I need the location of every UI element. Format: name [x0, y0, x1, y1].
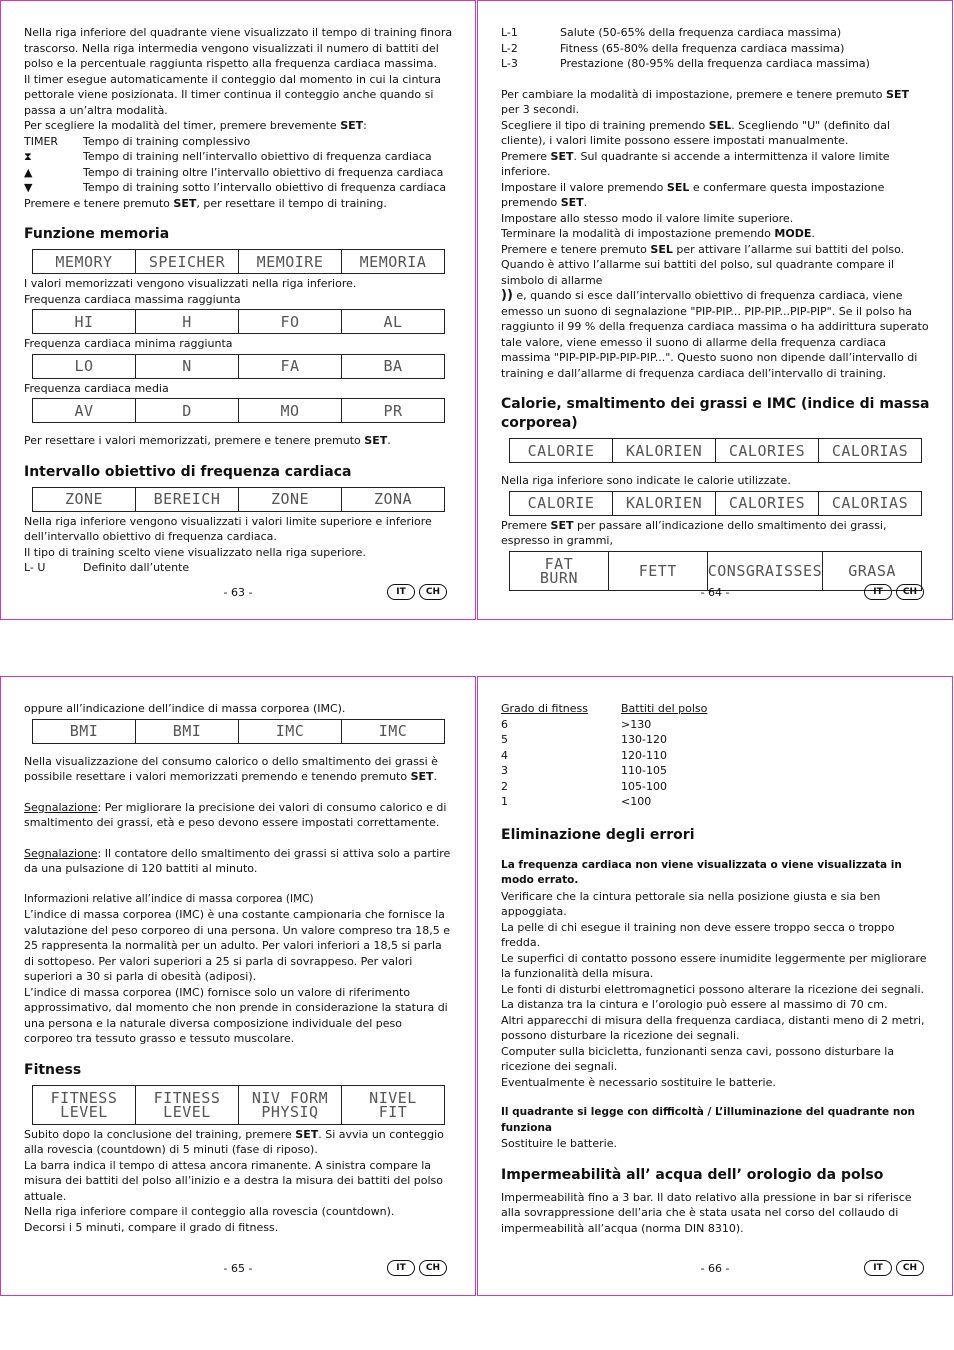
error-line: Computer sulla bicicletta, funzionanti senza cavi, possono disturbare la ricezione dei segnali. — [501, 1044, 895, 1073]
display-cell: CALORIE — [527, 441, 595, 460]
intro-paragraph: Il timer esegue automaticamente il conteggio dal momento in cui la cintura pettorale viene posizionata. Il timer continua il conteggio anche quando si passa a un’altra modalità. — [24, 72, 441, 117]
hi-display-table — [32, 309, 445, 334]
reset-text: Premere e tenere premuto SET, per resettare il tempo di training. — [24, 196, 387, 210]
language-badges — [864, 584, 924, 600]
display-cell: KALORIEN — [612, 492, 715, 515]
error-line: Altri apparecchi di misura della frequenza cardiaca, distanti meno di 2 metri, possono disturbare la ricezione dei segnali. — [501, 1013, 925, 1042]
imc-text: L’indice di massa corporea (IMC) fornisce solo un valore di riferimento approssimativo, dal momento che non prende in considerazione la statura di una persona e la naturale diversa composizione individuale del peso corporeo tra tessuto grasso e tessuto muscolare. — [24, 985, 448, 1045]
ch-badge: CH — [896, 1260, 924, 1276]
memory-reset-text: Per resettare i valori memorizzati, premere e tenere premuto SET. — [24, 434, 391, 447]
water-heading: Impermeabilità all’ acqua dell’ orologio da polso — [501, 1166, 884, 1183]
intro-paragraph: Nella riga inferiore del quadrante viene visualizzato il tempo di training finora trascorso. Nella riga intermedia vengono visualizzati il numero di battiti del polso e la percentuale raggiunta rispetto alla frequenza cardiaca massima. — [24, 26, 453, 70]
it-badge: IT — [864, 584, 892, 600]
water-text: Impermeabilità fino a 3 bar. Il dato relativo alla pressione in bar si riferisce alla sovrappressione dell’aria che è stata usata nel corso del collaudo di impermeabilità all’acqua (norma DIN 8310). — [501, 1190, 912, 1235]
instruction-text: Terminare la modalità di impostazione premendo MODE. — [501, 227, 815, 240]
page-number: - 63 - — [223, 586, 253, 599]
hourglass-icon: ⧗ — [24, 150, 32, 163]
triangle-down-icon: ▼ — [24, 181, 33, 194]
fitness-table-row: 6 >130 — [501, 717, 652, 731]
reset-text: Nella visualizzazione del consumo calorico o dello smaltimento dei grassi è possibile resettare i valori memorizzati premendo e tenendo premuto SET. — [24, 754, 438, 783]
display-cell: ZONE — [238, 488, 341, 511]
display-cell: KALORIEN — [612, 439, 715, 462]
display-cell: H — [135, 310, 238, 333]
zone-text: Il tipo di training scelto viene visualizzato nella riga superiore. — [24, 545, 366, 559]
display-fix: Sostituire le batterie. — [501, 1137, 617, 1150]
display-cell: MO — [238, 399, 341, 422]
page-63-content — [24, 25, 453, 576]
instruction-text: Scegliere il tipo di training premendo SEL. Scegliendo "U" (definito dal cliente), i valori limite possono essere impostati manualmente. — [501, 118, 891, 147]
display-cell: ZONA — [341, 488, 444, 511]
display-cell: CALORIES — [715, 492, 818, 515]
display-cell: CALORIAS — [818, 439, 921, 462]
language-badges — [864, 1260, 924, 1276]
memory-heading: Funzione memoria — [24, 226, 170, 242]
icon-row: ⧗ Tempo di training nell’intervallo obiettivo di frequenza cardiaca — [24, 150, 432, 163]
timer-row: TIMER Tempo di training complessivo — [24, 134, 251, 148]
page-number: - 66 - — [700, 1262, 730, 1275]
error-line: Le fonti di disturbi elettromagnetici possono alterare la ricezione dei segnali. — [501, 982, 925, 996]
display-cell: SPEICHER — [135, 250, 238, 273]
display-cell: PR — [341, 399, 444, 422]
error-line: La pelle di chi esegue il training non deve essere troppo secca o troppo fredda. — [501, 920, 895, 949]
fitness-table-header: Grado di fitness Battiti del polso — [501, 702, 708, 715]
page-66-content — [501, 701, 930, 1236]
display-cell: FITNESS LEVEL — [50, 1088, 118, 1121]
calories-text: Nella riga inferiore sono indicate le calorie utilizzate. — [501, 474, 791, 487]
display-cell: GRASA — [822, 552, 921, 590]
display-cell: FETT — [608, 552, 707, 590]
page-number: - 64 - — [700, 586, 730, 599]
memory-display-table — [32, 249, 445, 274]
language-badges — [387, 1260, 447, 1276]
timer-select-text: Per scegliere la modalità del timer, premere brevemente SET: — [24, 119, 367, 132]
fitness-text: La barra indica il tempo di attesa ancora rimanente. A sinistra compare la misura dei battiti del polso all’inizio e a destra la misura dei battiti del polso attuale. — [24, 1158, 444, 1203]
display-cell: AL — [341, 310, 444, 333]
page-65 — [0, 676, 476, 1296]
triangle-up-icon: ▲ — [24, 165, 33, 179]
display-cell: MEMORY — [55, 252, 113, 271]
zone-text: Nella riga inferiore vengono visualizzati i valori limite superiore e inferiore dell’intervallo obiettivo di frequenza cardiaca. — [24, 514, 432, 543]
page-64-content — [501, 25, 930, 593]
it-badge: IT — [387, 1260, 415, 1276]
display-cell: AV — [74, 401, 94, 420]
fitness-table-row: 4 120-110 — [501, 748, 667, 762]
fitness-table-row: 5 130-120 — [501, 733, 667, 746]
language-badges — [387, 584, 447, 600]
imc-text: L’indice di massa corporea (IMC) è una costante campionaria che fornisce la valutazione del peso corporeo di una persona. Un valore compreso tra 18,5 e 25 rappresenta la normalità per un adulto. Per valori inferiori a 18,5 si parla di sottopeso. Per valori superiori a 25 si parla di sovrappeso. Per valori superiori a 30 si parla di obesità (adiposi). — [24, 908, 450, 983]
calories-heading: Calorie, smaltimento dei grassi e IMC (indice di massa corporea) — [501, 396, 930, 431]
display-cell: FAT BURN — [539, 554, 578, 587]
min-hr-label: Frequenza cardiaca minima raggiunta — [24, 337, 233, 350]
instruction-text: Impostare allo stesso modo il valore limite superiore. — [501, 211, 794, 225]
calories-display-table — [509, 438, 922, 463]
error-line: Eventualmente è necessario sostituire le batterie. — [501, 1075, 776, 1089]
zone-heading: Intervallo obiettivo di frequenza cardiaca — [24, 463, 352, 480]
level-row: L-3 Prestazione (80-95% della frequenza cardiaca massima) — [501, 57, 870, 70]
display-cell: MEMOIRE — [238, 250, 341, 273]
av-display-table — [32, 398, 445, 423]
lu-row: L- U Definito dall’utente — [24, 561, 190, 574]
page-63 — [0, 0, 476, 620]
ch-badge: CH — [896, 584, 924, 600]
icon-row: ▼ Tempo di training sotto l’intervallo obiettivo di frequenza cardiaca — [24, 181, 447, 194]
display-cell: HI — [74, 312, 94, 331]
display-cell: BEREICH — [135, 488, 238, 511]
display-cell: LO — [74, 357, 94, 375]
fitness-display-table — [32, 1085, 445, 1125]
fitness-text: Nella riga inferiore compare il conteggio alla rovescia (countdown). — [24, 1205, 395, 1218]
display-cell: D — [135, 399, 238, 422]
display-cell: IMC — [238, 720, 341, 743]
display-cell: CALORIE — [527, 494, 595, 512]
display-cell: BA — [341, 355, 444, 378]
alarm-icon: )) — [501, 288, 513, 303]
fitness-heading: Fitness — [24, 1061, 82, 1078]
page-number: - 65 - — [223, 1262, 253, 1275]
ch-badge: CH — [419, 1260, 447, 1276]
ch-badge: CH — [419, 584, 447, 600]
instruction-text: Impostare il valore premendo SEL e confermare questa impostazione premendo SET. — [501, 180, 885, 209]
note-text: Segnalazione: Per migliorare la precisione dei valori di consumo calorico e di smaltimento dei grassi, età e peso devono essere impostati correttamente. — [24, 800, 447, 829]
icon-row: ▲ Tempo di training oltre l’intervallo obiettivo di frequenza cardiaca — [24, 165, 444, 179]
imc-heading: Informazioni relative all’indice di massa corporea (IMC) — [24, 892, 314, 905]
alarm-text: Premere e tenere premuto SEL per attivare l’allarme sui battiti del polso. Quando è attivo l’allarme sui battiti del polso, sul quadrante compare il simbolo di allarme )) e, quando si esce dall’intervallo obiettivo di frequenza cardiaca, viene emesso un suono di segnalazione "PIP-PIP... PIP-PIP...PIP-PIP". Se il polso ha raggiunto il 99 % della frequenza cardiaca massima o ha addirittura superato tale valore, viene emesso il suono di allarme della frequenza cardiaca massima "PIP-PIP-PIP-PIP-PIP...". Questo suono non dipende dall’intervallo di training e dall’allarme di frequenza cardiaca dell’intervallo di training. — [501, 242, 929, 380]
fitness-text: Decorsi i 5 minuti, compare il grado di fitness. — [24, 1220, 279, 1234]
page-66 — [477, 676, 953, 1296]
fitness-table-row: 3 110-105 — [501, 764, 667, 777]
display-subheading: Il quadrante si legge con difficoltà / L’illuminazione del quadrante non funziona — [501, 1106, 916, 1134]
display-cell: BMI — [69, 722, 99, 740]
display-cell: FO — [238, 310, 341, 333]
page-64 — [477, 0, 953, 620]
memory-text: I valori memorizzati vengono visualizzati nella riga inferiore. — [24, 277, 357, 290]
bmi-display-table — [32, 719, 445, 744]
display-cell: MEMORIA — [341, 250, 444, 273]
display-cell: BMI — [135, 720, 238, 743]
note-text: Segnalazione: Il contatore dello smaltimento dei grassi si attiva solo a partire da una pulsazione di 120 battiti al minuto. — [24, 846, 451, 875]
avg-hr-label: Frequenza cardiaca media — [24, 381, 169, 395]
fitness-text: Subito dopo la conclusione del training, premere SET. Si avvia un conteggio alla rovescia (countdown) di 5 minuti (fase di riposo). — [24, 1127, 444, 1156]
error-line: La distanza tra la cintura e l’orologio può essere al massimo di 70 cm. — [501, 998, 888, 1011]
bmi-intro: oppure all’indicazione dell’indice di massa corporea (IMC). — [24, 702, 346, 715]
display-cell: ZONE — [64, 490, 104, 508]
max-hr-label: Frequenza cardiaca massima raggiunta — [24, 292, 241, 306]
level-row: L-1 Salute (50-65% della frequenza cardiaca massima) — [501, 26, 842, 39]
display-cell: NIV FORM PHYSIQ — [238, 1086, 341, 1124]
fat-burn-text: Premere SET per passare all’indicazione dello smaltimento dei grassi, espresso in grammi, — [501, 518, 887, 547]
it-badge: IT — [864, 1260, 892, 1276]
display-cell: CALORIES — [715, 439, 818, 462]
display-cell: CONSGRAISSES — [707, 552, 822, 590]
display-cell: N — [135, 355, 238, 378]
fitness-table-row: 2 105-100 — [501, 779, 667, 793]
it-badge: IT — [387, 584, 415, 600]
instruction-text: Per cambiare la modalità di impostazione, premere e tenere premuto SET per 3 secondi. — [501, 87, 909, 116]
instruction-text: Premere SET. Sul quadrante si accende a intermittenza il valore limite inferiore. — [501, 149, 890, 178]
display-cell: IMC — [341, 720, 444, 743]
error-subheading: La frequenza cardiaca non viene visualizzata o viene visualizzata in modo errato. — [501, 858, 902, 886]
display-cell: FA — [238, 355, 341, 378]
error-line: Verificare che la cintura pettorale sia nella posizione giusta e sia ben appoggiata. — [501, 889, 881, 918]
fitness-table-row: 1 <100 — [501, 795, 652, 808]
lo-display-table — [32, 354, 445, 379]
display-cell: FITNESS LEVEL — [135, 1086, 238, 1124]
calories-display-table-2 — [509, 491, 922, 516]
error-line: Le superfici di contatto possono essere inumidite leggermente per migliorare la funzionalità della misura. — [501, 951, 927, 980]
display-cell: CALORIAS — [818, 492, 921, 515]
level-row: L-2 Fitness (65-80% della frequenza cardiaca massima) — [501, 41, 845, 55]
page-65-content — [24, 701, 453, 1235]
zone-display-table — [32, 487, 445, 512]
errors-heading: Eliminazione degli errori — [501, 826, 695, 843]
display-cell: NIVEL FIT — [341, 1086, 444, 1124]
